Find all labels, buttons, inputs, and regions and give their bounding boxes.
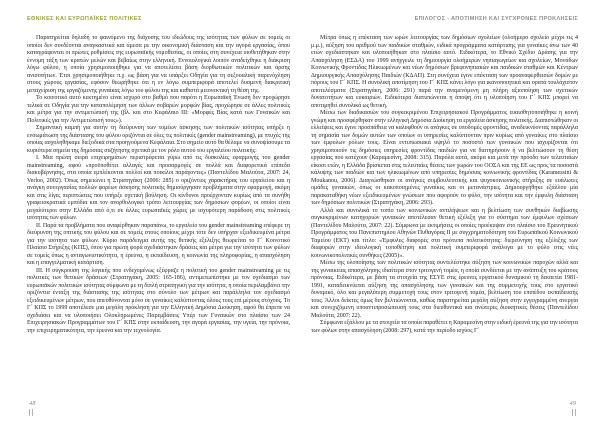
- body-paragraph: Σύμφωνα εξάλλου με τα στοιχεία τα οποία παραθέτει η Καραμεσίνη στην ειδική έρευνά της για την ισότητα των φύλων στην απασχόληση (2008: 297), κατά την περίοδο ισχύος Γ΄: [311, 320, 578, 334]
- running-head-left: ΕΘΝΙΚΕΣ ΚΑΙ ΕΥΡΩΠΑΪΚΕΣ ΠΟΛΙΤΙΚΕΣ: [27, 16, 142, 22]
- page-body-left: [27, 35, 290, 335]
- running-head-right: ΕΠΙΛΟΓΟΣ - ΑΠΟΤΙΜΗΣΗ ΚΑΙ ΣΥΓΧΡΟΝΕΣ ΠΡΟΚΛΗΣΕΙΣ: [414, 16, 578, 22]
- footer-ornament-icon: [572, 409, 576, 416]
- body-paragraph: I. Μια πρώτη σειρά επιχειρημάτων περιστρέφεται γύρω από τις δυσκολίες εφαρμογής του gender mainstreaming, αφού «προϋποθέτει αλλαγές και προσαρμογές σε πολλά και διαφορετικά επίπεδα διακυβέρνησης, στα οποία εμπλέκονται πολλοί και ποικίλοι παράγοντες» (Παντελίδου Μαλούτα, 2007: 24, Verloo, 2002). Όπως σημειώνει η Στρατηγάκη (2006: 285) ο οριζόντιος χαρακτήρας του εργαλείου και η ανάγκη συνεργασίας πολλών φορέων άσκησης πολιτικής δημιούργησαν προβλήματα στην εφαρμογή, ακόμη και στις λίγες περιπτώσεις που υπήρξε σχετική βούληση. Οι κίνδυνοι προέρχονταν κυρίως από τα συνήθη γραφειοκρατικά εμπόδια και τον ανορθολογικό τρόπο λειτουργίας των δημόσιων φορέων, οι οποίοι είναι μεγαλύτεροι στην Ελλάδα από ό,τι σε άλλες ευρωπαϊκές χώρες με ισχυρότερη παράδοση στις πολιτικές ισότητας των φύλων.: [27, 155, 290, 221]
- page-number-right: 49: [569, 400, 576, 407]
- body-paragraph: Παρατηρείται δηλαδή το φαινόμενο της διάχυσης του ιδεώδους της ισότητας των φύλων σε τομείς οι οποίοι δεν συνδέονται αναγκαστικά και άμεσα με την οικονομική διάσταση και την αγορά εργασίας, όπου καταγράφονται οι πρώτες ρυθμίσεις της ευρωπαϊκής νομοθεσίας, οι οποίες στη συνέχεια υιοθετήθηκαν στην έννομη τάξη των κρατών μελών και βεβαίως στην ελληνική. Εννοιολογικά λοιπόν αναδείχθηκε η διάκριση λόγω φύλου, η οποία χρησιμοποιήθηκε για να αποτελέσει βάση διορθωτικών πολιτικών και άρσης ανισοτήτων. Έτσι χρησιμοποιήθηκε π.χ. ως βάση για να υπάρξει Οδηγία για τη σεξουαλική παρενόχληση στους χώρους εργασίας, εφόσον θεωρήθηκε ότι η εν λόγω συμπεριφορά αποτελεί δυσμενή διακριτική μεταχείριση της εργαζόμενης γυναίκας λόγω του φύλου της και καθιστά μειονεκτική τη θέση της.: [27, 35, 290, 94]
- body-paragraph: Μέσω της υλοποίησης των πολιτικών ισότητας συντελέστηκε αύξηση των κοινωνικών παροχών αλλά και της γυναικείας απασχόλησης ιδιαίτερα στον τριτογενή τομέα, η οποία συνδέεται με την ανάπτυξη του κράτους πρόνοιας. Ειδικότερα, με βάση τα στοιχεία της ΕΣΥΕ στις έρευνες εργατικού δυναμικού τη δεκαετία 1981-1991, καταδεικνύεται αύξηση της απασχόλησης των γυναικών και της συμμετοχής τους στο εργατικό δυναμικό, όλο και μεγαλύτερη συμμετοχή τους στον τριτογενή τομέα, βελτίωση του επιπέδου εκπαίδευσής τους. Άλλοι δείκτες όμως δεν βελτιώνονται, καθώς παρατηρείται μεγάλη αύξηση στην εγγεγραμμένη ανεργία και συνεχιζόμενη υποαντιπροσώπευσή τους στα διευθυντικά και ανώτερες διοικητικές θέσεις (Παντελίδου Μαλούτα, 2007: 22).: [311, 260, 578, 319]
- body-paragraph: II. Παρά τα προβλήματα που αναφέρθηκαν παραπάνω, το εργαλείο του gender mainstreaming επέφερε τη διεύρυνση της οπτικής του φύλου και σε τομείς στους οποίους μέχρι τότε δεν υπήρχαν εξειδικευμένα μέτρα για την ισότητα των φύλων. Κύριο παράδειγμα αυτής της θετικής εξέλιξης θεωρείται το Γ΄ Κοινοτικό Πλαίσιο Στήριξης (ΚΠΣ), όπου για πρώτη φορά σχεδιάστηκαν δράσεις και μέτρα για την ισότητα των φύλων σε τομείς όπως η ανταγωνιστικότητα, η έρευνα, η εκπαίδευση, η κοινωνία της πληροφορίας, η απασχόληση και η επαγγελματική κατάρτιση.: [27, 222, 290, 266]
- footer-ornament-icon: [29, 409, 33, 416]
- page-right: [311, 16, 578, 418]
- body-paragraph: Το κοινοτικό αυτό κεκτημένο είναι ισχυρό στο βαθμό που παρότι η Ευρωπαϊκή Ένωση δεν προχώρησε τελικά σε Οδηγία για την καταπολέμηση των άλλων σοβαρών μορφών βίας, προχώρησε σε άλλες πολιτικές και μέτρα για την αντιμετώπισή της (βλ. και στο Κεφάλαιο ΙΙΙ: «Μορφές Βίας κατά των Γυναικών και Πολιτικές για την Αντιμετώπισή τους»).: [27, 95, 290, 124]
- page-number-left: 48: [29, 400, 36, 407]
- page-footer-right: [570, 400, 577, 416]
- page-left: [27, 16, 290, 418]
- body-paragraph: Σημαντική καμπή για αυτήν τη διεύρυνση των τομέων άσκησης των πολιτικών ισότητας υπήρξε η ενσωμάτωση της διάστασης του φύλου οριζόντια σε όλες τις πολιτικές (gender mainstreaming), με πτυχές της οποίας ασχοληθήκαμε διεξοδικά στα προηγούμενα Κεφάλαια. Στο σημείο αυτό θα θέλαμε να συνοψίσουμε τα κυριότερα σημεία της δημόσιας συζήτησης σχετικά με τον ρόλο αυτού του εργαλείου πολιτικής:: [27, 125, 290, 154]
- body-paragraph: III. Η σύγκρουση της λογικής που ενδεχομένως εξέφραζε η πολιτική του gender mainstreaming με τις πολιτικές των θετικών δράσεων (Στρατηγάκη, 2005: 165-186), αντιμετωπίστηκε με τον σχεδιασμό των ευρωπαϊκών πολιτικών ισότητας σύμφωνα με τη διπλή στρατηγική για την ισότητα, η οποία περιλαμβάνει την οριζόντια ένταξη της διάστασης της ισότητας στο σύνολο των μέτρων και παράλληλα τον σχεδιασμό εξειδικευμένων μέτρων, που απευθύνονται μόνο σε γυναίκες καλύπτοντας όλους τους επί μέρους στόχους. Το Γ΄ ΚΠΣ το 1999 αποτέλεσε μια μεγάλη πρόκληση για την Ελληνική Δημόσια Διοίκηση, αφού θα έπρεπε να σχεδιάσει και να υλοποιήσει Ολοκληρωμένες Παρεμβάσεις Υπέρ των Γυναικών στο πλαίσιο των 24 Επιχειρησιακών Προγραμμάτων του Γ΄ ΚΠΣ στην εκπαίδευση, την αγορά εργασίας, την υγεία, την πρόνοια, την επιχειρηματικότητα, την έρευνα και την τεχνολογία.: [27, 267, 290, 334]
- body-paragraph: Μέτρα όπως η επέκταση των ωρών λειτουργίας των δημόσιων σχολείων (ολοήμερο σχολείο μέχρι τις 4 μ.μ.), αύξηση του αριθμού των παιδικών σταθμών, ειδικά προγράμματα κατάρτισης για γυναίκες άνω των 40 ετών σχεδιάστηκαν και υλοποιήθηκαν στο πλαίσιο αυτό. Ειδικότερα, το Εθνικό Σχέδιο Δράσης για την Απασχόληση (ΕΣΔΑ) του 1999 ανήγγειλε τη δημιουργία ολοήμερων νηπιαγωγείων και σχολείων, Μονάδων Κοινωνικής Φροντίδας Ηλικιωμένων και νέων δημόσιων βρεφονηπιακών και παιδικών σταθμών και Κέντρων Δημιουργικής Απασχόλησης Παιδιών (ΚΔΑΠ). Στη συνέχεια έγινε επέκταση των προαναφερθεισών δομών με πόρους του Γ΄ ΚΠΣ. Η συνολική αποτίμηση του Γ΄ ΚΠΣ κάνει λόγο για ικανοποιητικά και ορατά τουλάχιστον αποτελέσματα (Στρατηγάκη, 2006: 291) παρά την αναμενόμενη μη πλήρη αξιοποίηση των σχετικών δυνατοτήτων και ευκαιριών. Ειδικότερα διατυπώνεται η άποψη ότι η υλοποίηση του Γ΄ ΚΠΣ μπορεί να αποτιμηθεί συνολικά ως θετική.: [311, 35, 578, 109]
- page-body-right: [311, 35, 578, 335]
- body-paragraph: Αλλά και συνολικά το τοπίο των κοινωνικών αντιλήψεων και η βελτίωση των συνθηκών διαβίωσης συγκεκριμένων κατηγοριών γυναικών αποτέλεσαν θετική εξέλιξη για το σύστημα των έμφυλων σχέσεων (Παντελίδου Μαλούτα, 2007: 22). Σύμφωνα με εκτιμήσεις οι οποίες προέκυψαν στο πλαίσιο του Ερευνητικού Προγράμματος του Πανεπιστημίου Αθηνών Πυθαγόρας ΙΙ με συγχρηματοδότηση του Ευρωπαϊκού Κοινωνικού Ταμείου (ΕΚΤ) και τίτλο: «Έμφυλες διαφορές στα πρότυπα πολιτικότητας: διερεύνηση της εξέλιξης των διαφορών στην ιδεολογική τοποθέτηση και πολιτική συμπεριφορά ανάλογα με το φύλο στις νέες κοινωνικοπολιτικές συνθήκες (2005)».: [311, 207, 578, 259]
- page-footer-left: [29, 400, 36, 416]
- body-paragraph: Μέσω των διαδικασιών του συγκεκριμένου Επιχειρησιακού Προγράμματος ευαισθητοποιήθηκε η κοινή γνώμη και προσφέρθηκαν στην ελληνική Δημόσια Διοίκηση τα εργαλεία άσκησης πολιτικής. Διαπιστώθηκαν οι ελλείψεις και έγινε προσπάθεια να καλυφθούν οι ανάγκες σε υποδομές φροντίδας, αναδεικνύοντας παράλληλα τη σημασία των δομών αυτών των οποίων οι υπηρεσίες καλύπτονταν πριν κυρίως από γυναίκες στο πλαίσιο των έμφυλων ρόλων τους. Είναι εντυπωσιακά υψηλό το ποσοστό των γυναικών που ισχυρίζονται ότι χρησιμοποιούν τις δημόσιες υπηρεσίες φροντίδας παιδιών για να διατηρήσουν ή να βελτιώσουν τη θέση εργασίας που κατέχουν (Καραμεσίνη, 2008: 315). Παρόλα αυτά, ακόμα και μετά την πρόοδο των τελευταίων είκοσι ετών, η Ελλάδα βρίσκεται στις τελευταίες θέσεις των χωρών του ΟΟΣΑ και της ΕΕ ως προς τα ποσοστά κάλυψης των παιδιών και των ηλικιωμένων από υπηρεσίες δημόσιας κοινωνικής φροντίδας (Karamessini & Moukanou, 2006). Διαγνώσθηκαν οι ανάγκες συμβουλευτικής και ψυχοκοινωνικής στήριξης σε ευάλωτες ομάδες γυναικών, όπως οι κακοποιημένες γυναίκες και οι μετανάστριες. Δημιουργήθηκε εξάλλου μία παρακαταθήκη νέων εξειδικευμένων γνώσεων που αφορούν το φύλο, την ισότητα και την έμφυλη διάσταση των δημόσιων πολιτικών (Στρατηγάκη, 2006: 293).: [311, 110, 578, 206]
